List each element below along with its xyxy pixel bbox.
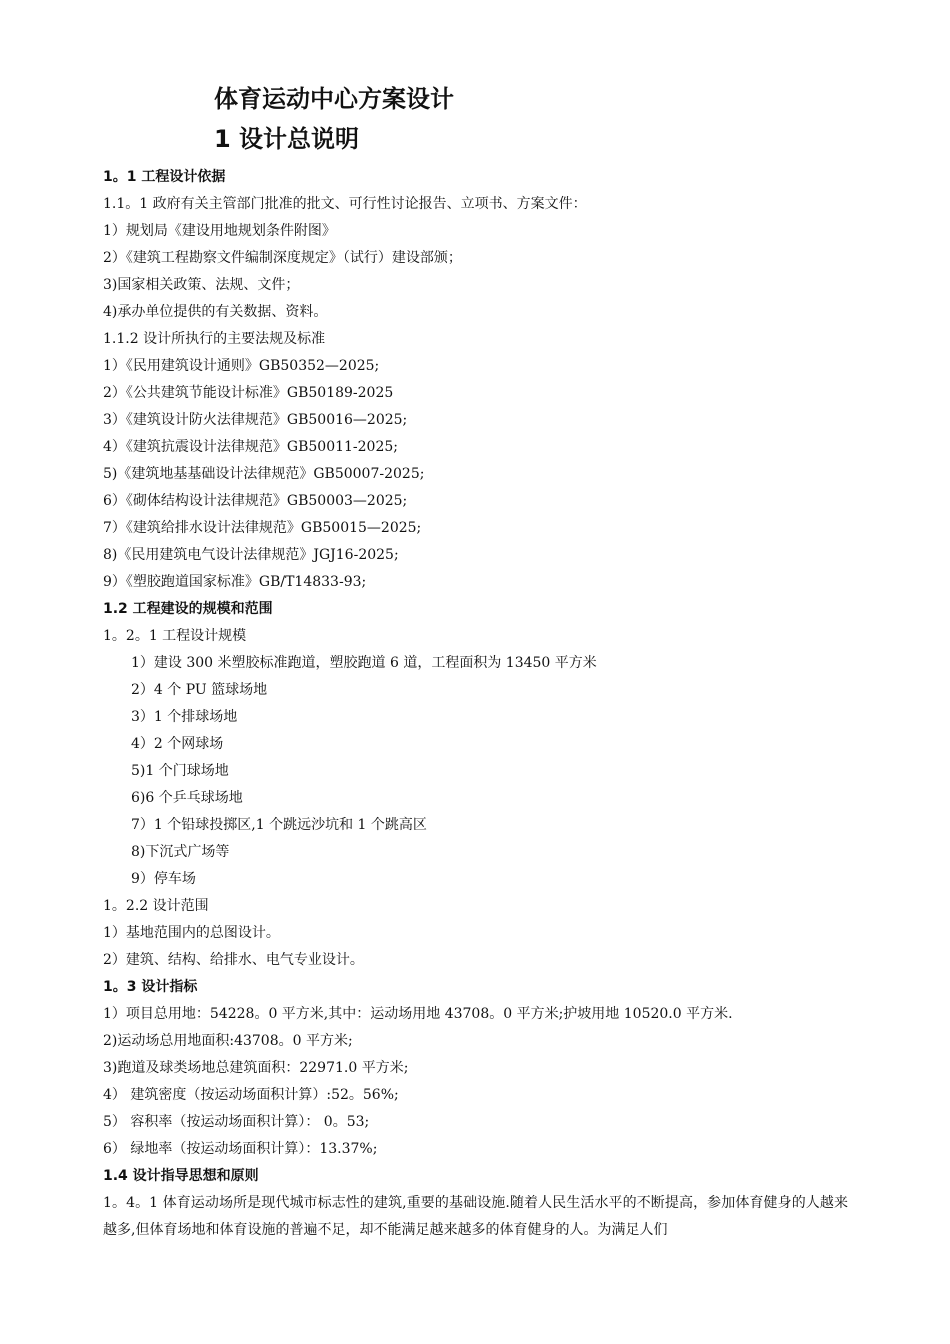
list-item: 4）《建筑抗震设计法律规范》GB50011-2025;: [103, 439, 398, 455]
list-item: 6） 绿地率（按运动场面积计算）：13.37%;: [103, 1141, 378, 1157]
list-item: 6)6 个乒乓球场地: [131, 790, 243, 806]
list-item: 2)运动场总用地面积:43708。0 平方米;: [103, 1033, 353, 1049]
list-item: 1）规划局《建设用地规划条件附图》: [103, 223, 336, 239]
list-item: 1）基地范围内的总图设计。: [103, 925, 280, 941]
list-item: 3）1 个排球场地: [131, 709, 238, 725]
list-item: 5） 容积率（按运动场面积计算）： 0。53;: [103, 1114, 370, 1130]
list-item: 2）建筑、结构、给排水、电气专业设计。: [103, 952, 364, 968]
body-paragraph: 1。4。1 体育运动场所是现代城市标志性的建筑,重要的基础设施.随着人民生活水平的不断提高，参加体育健身的人越来越多,但体育场地和体育设施的普遍不足，却不能满足越来越多的体育健身的人。为满足人们: [103, 1195, 848, 1238]
list-item: 4）2 个网球场: [131, 736, 224, 752]
list-item: 6）《砌体结构设计法律规范》GB50003—2025;: [103, 493, 408, 509]
list-item: 8)《民用建筑电气设计法律规范》JGJ16-2025;: [103, 547, 399, 563]
list-item: 1）建设 300 米塑胶标准跑道，塑胶跑道 6 道，工程面积为 13450 平方米: [131, 655, 597, 671]
section-heading: 1。1 工程设计依据: [103, 169, 226, 185]
section-heading: 1.4 设计指导思想和原则: [103, 1168, 259, 1184]
list-item: 4） 建筑密度（按运动场面积计算）:52。56%;: [103, 1087, 399, 1103]
list-item: 3)跑道及球类场地总建筑面积：22971.0 平方米;: [103, 1060, 409, 1076]
list-item: 7）《建筑给排水设计法律规范》GB50015—2025;: [103, 520, 422, 536]
list-item: 3）《建筑设计防火法律规范》GB50016—2025;: [103, 412, 408, 428]
list-item: 7）1 个铅球投掷区,1 个跳远沙坑和 1 个跳高区: [131, 817, 427, 833]
list-item: 8)下沉式广场等: [131, 844, 230, 860]
list-item: 2）4 个 PU 篮球场地: [131, 682, 268, 698]
section-heading: 1。3 设计指标: [103, 979, 198, 995]
section-heading: 1.2 工程建设的规模和范围: [103, 601, 273, 617]
list-item: 5)《建筑地基基础设计法律规范》GB50007-2025;: [103, 466, 425, 482]
chapter-heading: 1 设计总说明: [214, 125, 360, 153]
list-item: 2）《建筑工程勘察文件编制深度规定》（试行）建设部颁；: [103, 250, 462, 266]
subsection-line: 1。2。1 工程设计规模: [103, 628, 247, 644]
list-item: 3)国家相关政策、法规、文件；: [103, 277, 300, 293]
document-title: 体育运动中心方案设计: [214, 85, 454, 113]
list-item: 9）停车场: [131, 871, 196, 887]
list-item: 9）《塑胶跑道国家标准》GB/T14833-93;: [103, 574, 367, 590]
list-item: 1）项目总用地：54228。0 平方米,其中：运动场用地 43708。0 平方米;护坡用地 10520.0 平方米.: [103, 1006, 733, 1022]
list-item: 5)1 个门球场地: [131, 763, 229, 779]
subsection-line: 1.1.2 设计所执行的主要法规及标准: [103, 331, 326, 347]
list-item: 4)承办单位提供的有关数据、资料。: [103, 304, 328, 320]
subsection-line: 1.1。1 政府有关主管部门批准的批文、可行性讨论报告、立项书、方案文件：: [103, 196, 587, 212]
list-item: 2）《公共建筑节能设计标准》GB50189-2025: [103, 385, 394, 401]
subsection-line: 1。2.2 设计范围: [103, 898, 209, 914]
list-item: 1）《民用建筑设计通则》GB50352—2025;: [103, 358, 380, 374]
